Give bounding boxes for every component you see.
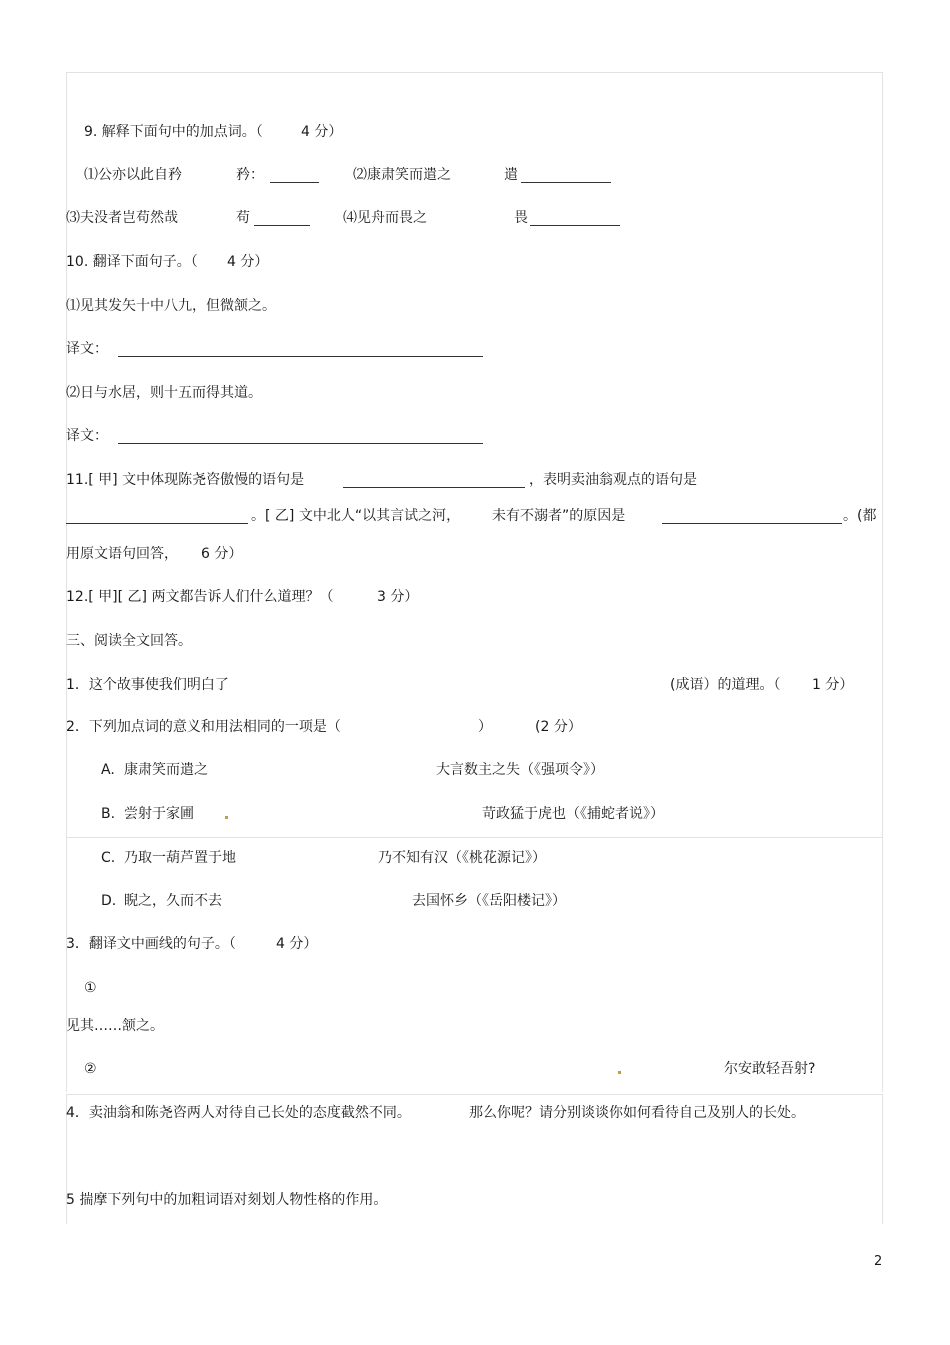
frame-right-line	[882, 72, 883, 837]
q10-translation-blank-1[interactable]	[118, 342, 483, 357]
s3-q2-score: (2 分）	[535, 719, 582, 735]
q10-sentence-1: ⑴见其发矢十中八九，但微颔之。	[66, 298, 276, 314]
q9-word-4: 畏	[514, 210, 528, 226]
option-d-label[interactable]: D.	[101, 893, 117, 909]
q11-part-6: 用原文语句回答，	[66, 546, 178, 562]
option-a-right: 大言数主之失（《强项令》）	[436, 762, 604, 778]
frame-right-line-3	[882, 1094, 883, 1224]
q11-answer-blank-2[interactable]	[66, 509, 248, 524]
q9-item-1: ⑴公亦以此自矜	[84, 167, 182, 183]
section-3-heading: 三、阅读全文回答。	[66, 633, 192, 649]
q11-part-4: 未有不溺者”的原因是	[492, 508, 626, 524]
q11-part-1: 11.[ 甲] 文中体现陈尧咨傲慢的语句是	[66, 472, 305, 488]
option-b-label[interactable]: B.	[101, 806, 116, 822]
q10-sentence-2: ⑵日与水居，则十五而得其道。	[66, 385, 262, 401]
s3-q1-prompt: 1．这个故事使我们明白了	[66, 677, 229, 693]
s3-q3-score: 4 分）	[276, 936, 318, 952]
q11-part-2: ，表明卖油翁观点的语句是	[529, 472, 697, 488]
q10-prompt: 10. 翻译下面句子。（	[66, 254, 198, 270]
frame-top-line	[66, 72, 882, 73]
q12-prompt: 12.[ 甲][ 乙] 两文都告诉人们什么道理？（	[66, 589, 334, 605]
option-b-right: 苛政猛于虎也（《捕蛇者说》）	[482, 806, 664, 822]
option-a-label[interactable]: A.	[101, 762, 115, 778]
q9-answer-blank-3[interactable]	[254, 211, 310, 226]
q10-score: 4 分）	[227, 254, 269, 270]
s3-q3-mark-2: ②	[84, 1061, 97, 1077]
s3-q2-prompt: 2．下列加点词的意义和用法相同的一项是（	[66, 719, 341, 735]
option-c-left: 乃取一葫芦置于地	[124, 850, 236, 866]
frame-divider-line-2	[66, 1094, 882, 1095]
q12-score: 3 分）	[377, 589, 419, 605]
q10-translation-label-2: 译文：	[66, 428, 108, 444]
speck-mark-2	[618, 1071, 621, 1074]
q9-answer-blank-1[interactable]	[270, 168, 319, 183]
q9-answer-blank-4[interactable]	[530, 211, 620, 226]
s3-q4-text: 4．卖油翁和陈尧咨两人对待自己长处的态度截然不同。	[66, 1105, 411, 1121]
s3-q3-prompt: 3．翻译文中画线的句子。（	[66, 936, 236, 952]
speck-mark	[225, 816, 228, 819]
q11-part-5: 。(都	[843, 508, 877, 524]
s3-q3-line-1: 见其……颔之。	[66, 1018, 164, 1034]
option-d-left: 睨之，久而不去	[124, 893, 222, 909]
frame-divider-line	[66, 837, 882, 838]
frame-right-line-2	[882, 837, 883, 1092]
s3-q1-score: 1 分）	[812, 677, 854, 693]
q9-item-4: ⑷见舟而畏之	[343, 210, 427, 226]
option-c-label[interactable]: C.	[101, 850, 116, 866]
s3-q3-line-2: 尔安敢轻吾射?	[724, 1061, 816, 1077]
q11-part-3: 。[ 乙] 文中北人“以其言试之河，	[251, 508, 461, 524]
option-c-right: 乃不知有汉（《桃花源记》）	[378, 850, 546, 866]
page-number: 2	[874, 1254, 883, 1269]
q10-translation-blank-2[interactable]	[118, 429, 483, 444]
q9-word-3: 苟	[236, 210, 250, 226]
s3-q3-mark-1: ①	[84, 980, 97, 996]
q9-score: 4 分）	[301, 124, 343, 140]
q11-score: 6 分）	[201, 546, 243, 562]
s3-q1-tail: (成语）的道理。（	[670, 677, 781, 693]
q9-prompt: 9. 解释下面句中的加点词。（	[84, 124, 263, 140]
frame-left-line-2	[66, 837, 67, 1092]
q9-item-2: ⑵康肃笑而遣之	[353, 167, 451, 183]
option-d-right: 去国怀乡（《岳阳楼记》）	[412, 893, 566, 909]
q9-answer-blank-2[interactable]	[521, 168, 611, 183]
q11-answer-blank-1[interactable]	[343, 473, 525, 488]
q10-translation-label-1: 译文：	[66, 341, 108, 357]
option-a-left: 康肃笑而遣之	[124, 762, 208, 778]
s3-q5-text: 5 揣摩下列句中的加粗词语对刻划人物性格的作用。	[66, 1192, 388, 1208]
q9-word-1: 矜：	[236, 167, 264, 183]
s3-q2-close: ）	[478, 719, 492, 735]
q9-item-3: ⑶夫没者岂苟然哉	[66, 210, 178, 226]
q9-word-2: 遣	[504, 167, 518, 183]
s3-q4-tail: 那么你呢？请分别谈谈你如何看待自己及别人的长处。	[469, 1105, 805, 1121]
option-b-left: 尝射于家圃	[124, 806, 194, 822]
q11-answer-blank-3[interactable]	[662, 509, 842, 524]
